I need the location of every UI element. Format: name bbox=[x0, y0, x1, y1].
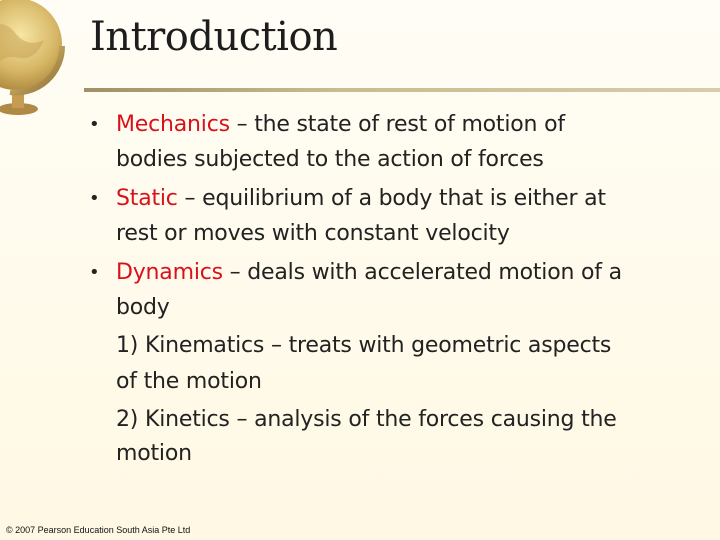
slide-title: Introduction bbox=[90, 14, 338, 60]
bullet-text-continued: rest or moves with constant velocity bbox=[116, 221, 510, 246]
bullet-text-continued: body bbox=[116, 295, 170, 320]
copyright-footer: © 2007 Pearson Education South Asia Pte Ltd bbox=[6, 525, 191, 535]
sub-item-text: 2) Kinetics – analysis of the forces causing the bbox=[116, 407, 617, 432]
bullet-marker: • bbox=[89, 114, 100, 135]
bullet-marker: • bbox=[89, 188, 100, 209]
title-divider bbox=[84, 88, 720, 92]
sub-item-text-continued: of the motion bbox=[116, 369, 262, 394]
bullet-line bbox=[116, 112, 565, 137]
bullet-term: Dynamics bbox=[116, 260, 223, 285]
bullet-term: Mechanics bbox=[116, 112, 230, 137]
bullet-text: – deals with accelerated motion of a bbox=[222, 260, 622, 285]
bullet-line bbox=[116, 186, 606, 211]
bullet-text: – equilibrium of a body that is either at bbox=[177, 186, 606, 211]
bullet-term: Static bbox=[116, 186, 178, 211]
bullet-text: – the state of rest of motion of bbox=[229, 112, 565, 137]
sub-item-text: 1) Kinematics – treats with geometric aspects bbox=[116, 333, 612, 358]
bullet-text-continued: bodies subjected to the action of forces bbox=[116, 147, 544, 172]
globe-icon bbox=[0, 0, 74, 120]
sub-item-text-continued: motion bbox=[116, 441, 192, 466]
bullet-line bbox=[116, 260, 622, 285]
bullet-marker: • bbox=[89, 262, 100, 283]
